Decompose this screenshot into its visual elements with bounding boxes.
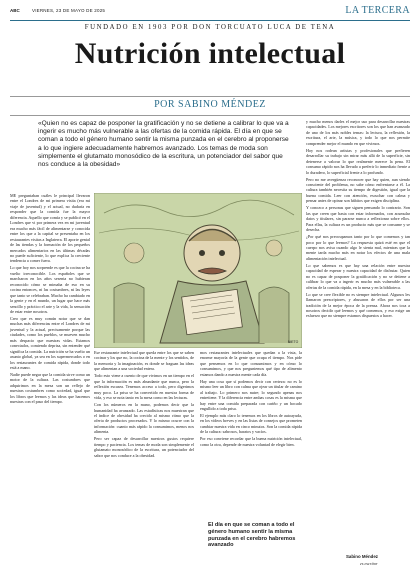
lead-paragraph: «Quien no es capaz de posponer la gratificación y no se detiene a calibrar lo que va a ingerir es mucho más vulnerable a las ofertas de la comida rápida. El día en que se coman a todo el género humano sentir la misma punzada en el cerebro al proponerse a lo que ingiere adecuadamente habremos avanzado. Los temas de moda son simplemente el glutamato monosódico de la escritura, un potenciador del sabor que nos conduce a la obesidad» <box>38 120 289 169</box>
column-1 <box>10 193 90 406</box>
illustration <box>94 193 302 348</box>
paragraph: mos restaurantes intelectuales que quedan a la vista, la enorme mayoría de la gente que ocupa el tiempo. Nos pide que pensemos en lo que consumimos y en cómo lo consumimos, y que nos preguntemos qué tipo de alimento estamos dando a nuestra mente cada día. <box>200 350 302 377</box>
byline-rule <box>10 115 410 116</box>
column-2 <box>94 350 194 460</box>
pull-quote: El día en que se coman a todo el género humano sentir la misma punzada en el cerebro habremos avanzado <box>208 522 296 549</box>
paragraph: Todo esto viene a cuento de que vivimos en un tiempo en el que la información es más abundante que nunca, pero la reflexión escasea. Tenemos acceso a todo, pero digerimos muy poco. La prisa se ha convertido en nuestra forma de vida, y eso se nota tanto en la mesa como en las lecturas. <box>94 373 194 401</box>
column-3 <box>200 350 302 449</box>
article-title: Nutrición intelectual <box>74 37 346 70</box>
paragraph: Y conozco a personas que siguen pensando lo contrario. Son las que creen que basta con estar informados, con acumular datos y titulares, sin pararse nunca a reflexionar sobre ellos. Para ellas, la cultura es un producto más que se consume y se desecha. <box>306 205 410 233</box>
byline: POR SABINO MÉNDEZ <box>154 99 266 110</box>
section-name: LA TERCERA <box>345 5 410 16</box>
illustration-drawing <box>94 193 302 348</box>
paragraph: Creo que es muy común notar que se dan muchas más diferencias entre el Londres de mi juventud y la actual, precisamente porque las ciudades, como los pueblos, se mueven mucho más despacio que nuestras vidas. Estamos conectados, comiendo deprisa, sin entender qué significa la comida. La nutrición se ha vuelto un asunto global, ya sea en los supermercados o en los restaurantes de comida rápida, donde todo está a mano. <box>10 315 90 371</box>
paragraph: Con los números en la mano, podemos decir que la humanidad ha avanzado. Las estadísticas nos muestran que el índice de obesidad ha crecido al mismo ritmo que la oferta de productos procesados. Y lo mismo ocurre con la información: cuanto más rápido la consumimos, menos nos alimenta. <box>94 402 194 435</box>
paragraph: Nadie puede negar que la comida sirve como un motor de la cultura. Las costumbres que adquirimos en la mesa son un reflejo de nuestras costumbres como sociedad, igual que los libros que leemos y las ideas que hacemos nuestras con el paso del tiempo. <box>10 372 90 405</box>
paragraph: El ejemplo más claro lo tenemos en los libros de autoayuda, en los vídeos breves y en las listas de consejos que prometen cambiar nuestra vida en cinco minutos. Son la comida rápida de la cultura: sabrosos, baratos y vacíos. <box>200 412 302 435</box>
founded-line: FUNDADO EN 1903 POR DON TORCUATO LUCA DE TENA <box>84 24 336 31</box>
paragraph: Hay una cosa que sí podemos decir con certeza: no es lo mismo leer un libro con calma que ojear un titular de camino al trabajo. Lo primero nos nutre; lo segundo apenas nos entretiene. Y la diferencia entre ambas cosas es la misma que hay entre una comida preparada con cariño y un bocado engullido a toda prisa. <box>200 378 302 412</box>
paragraph: ¿Por qué nos preocupamos tanto por lo que comemos y tan poco por lo que leemos? La respuesta quizá esté en que el cuerpo nos avisa cuando algo le sienta mal, mientras que la mente tarda mucho más en notar los efectos de una mala alimentación intelectual. <box>306 234 410 261</box>
paragraph: Hoy nos rodean artistas y profesionales que prefieren desarrollar su trabajo sin mirar más allá de la superficie, sin detenerse a valorar lo que realmente merece la pena. El consumo rápido nos ha llevado a preferir lo inmediato frente a lo duradero, lo superficial frente a lo profundo. <box>306 147 410 175</box>
paragraph: ME preguntaban cuáles le principal llevaron entre el Londres de mi primera visita (era mi viaje de juventud) y el actual, no dudaría en responder que la comida fue la mayor diferencia. Aquello que comía y se publicó en el Londres que vi por primera vez en mi juventud era mucho más fácil de alimentarse y conocida entre los que a la capital se presentaba en los restaurantes visitas a Inglaterra. El aporte genial de las tiendas y la formación de los pequeños mercados alimentarios en las últimas décadas no puede suficiente, lo que explica la creciente tendencia a comer fuera. <box>10 193 90 264</box>
paragraph: Por eso conviene recordar que la buena nutrición intelectual, como la otra, depende de nuestra voluntad de elegir bien. <box>200 436 302 447</box>
signature-name: Sabino Méndez <box>346 554 378 559</box>
title-rule <box>10 96 410 97</box>
signature-role: es escritor <box>360 561 378 566</box>
illustration-credit: NIETO <box>288 340 299 344</box>
publication-code: ABC <box>10 8 20 13</box>
paragraph: y mucho menos darles el mejor uso para desarrollar nuestras capacidades. Los mejores escritores son los que han avanzado de uno de los más nobles temas: la lectura, la reflexión, la escritura, el arte, la música, y todo lo que nos permite comprender mejor el mundo en que vivimos. <box>306 119 410 146</box>
column-4 <box>306 119 410 320</box>
paragraph: Ese restaurante intelectual que queda entre los que se saben cocinar y los que no, la cocina de la mente y los sentidos, de la memoria y la imaginación, es donde se fraguan las ideas que alimentan a una sociedad entera. <box>94 350 194 372</box>
paragraph: Lo que sabemos es que hay una relación entre nuestra capacidad de esperar y nuestra capacidad de disfrutar. Quien no es capaz de posponer la gratificación y no se detiene a calibrar lo que va a ingerir es mucho más vulnerable a las ofertas de la comida rápida, en la mesa y en la biblioteca. <box>306 262 410 290</box>
paragraph: Pero ser capaz de desarrollar nuestros gustos requiere tiempo y paciencia. Los temas de moda son simplemente el glutamato monosódico de la escritura, un potenciador del sabor que nos conduce a la obesidad. <box>94 436 194 458</box>
paragraph: Lo que hoy nos sorprende es que la cocina se ha vuelto irreconocible. Los españoles que se marcharon en los años sesenta no hubieran reconocido cómo se mimaba de eso en su cocina entonces, ni las costumbres, ni las leyes que tanto se celebraban. Mucho ha cambiado en la gente y en el mundo, un lugar que hace más sencillo y práctico el arte y la vida, la sensación de estar entre nosotros. <box>10 265 90 315</box>
paragraph: Pero no me avergüenza reconocer que hay quien, aun siendo consciente del problema, no sabe cómo enfrentarse a él. La cultura también necesita su tiempo de digestión, igual que la buena comida. Leer con atención, escuchar con calma y pensar antes de opinar son hábitos que exigen disciplina. <box>306 176 410 204</box>
dateline: VIERNES, 23 DE MAYO DE 2025 <box>32 8 106 13</box>
header-rule <box>10 20 410 21</box>
paragraph: Lo que se cree flexible no es siempre intelectual. Algunos les llamaron prescriptores, y abusaron de ellos por ser una tradición de la mejor época de la prensa. Ahora nos toca a nosotros decidir qué leemos y qué comemos, y eso exige un esfuerzo que no siempre estamos dispuestos a hacer. <box>306 291 410 319</box>
page-header <box>10 5 410 19</box>
